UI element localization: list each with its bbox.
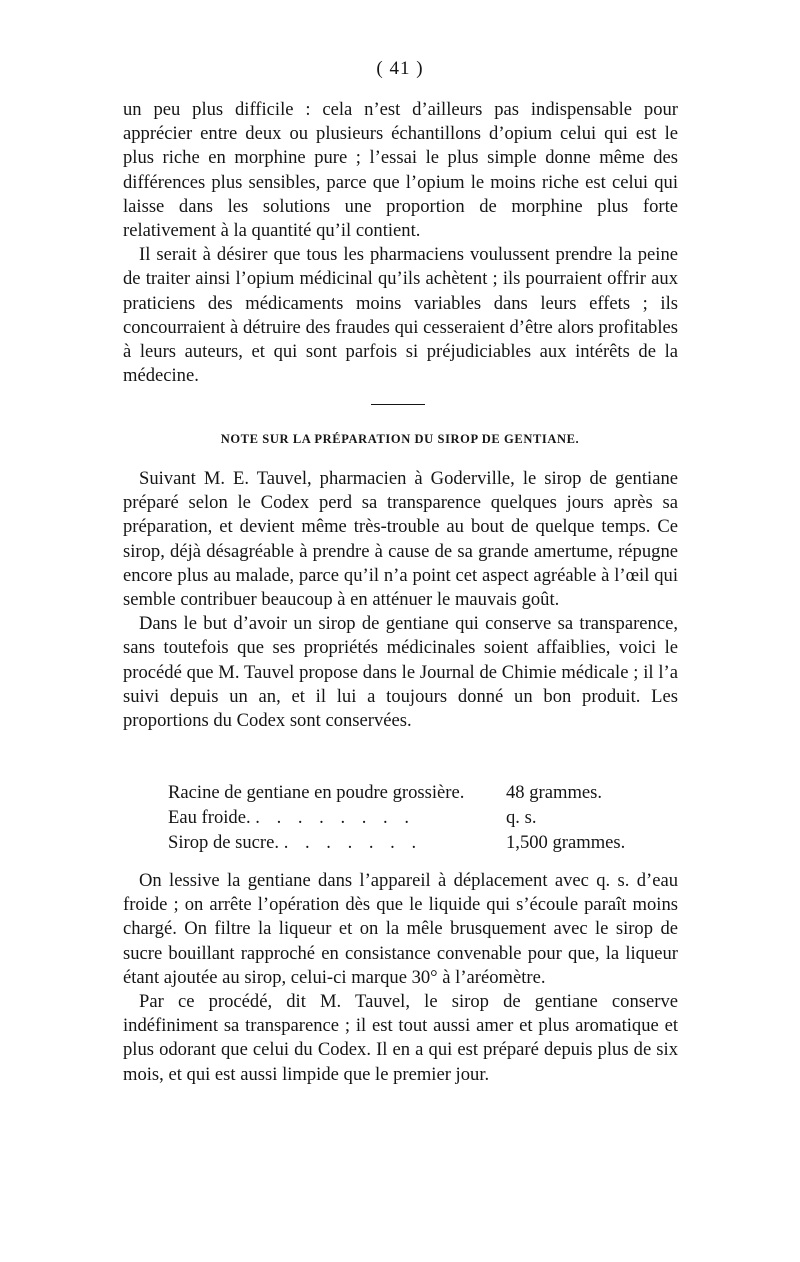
paragraph: Dans le but d’avoir un sirop de gentiane qui conserve sa transparence, sans toutefois que ses propriétés médicinales soient affaiblies, voici le procédé que M. Tauvel propose dans le Journal de Chimie médicale ; il l’a suivi depuis un an, et il lui a toujours donné un bon produit. Les proportions du Codex sont conservées. (123, 613, 678, 732)
paragraph: un peu plus difficile : cela n’est d’ailleurs pas indispensable pour apprécier entre deux ou plusieurs échantillons d’opium celui qui est le plus riche en morphine pure ; l’essai le plus simple donne même des différences plus sensibles, parce que l’opium le moins riche est celui qui laisse dans les solutions une proportion de morphine plus forte relativement à la quantité qu’il contient. (123, 99, 678, 242)
note-intro (123, 467, 678, 733)
leader-dots: . . . . . . . . (255, 807, 415, 828)
ingredient-quantity: q. s. (506, 807, 537, 828)
ingredient-quantity: 48 grammes. (506, 782, 603, 803)
ingredient-name: Racine de gentiane en poudre grossière. (168, 782, 465, 803)
recipe-table (168, 780, 638, 855)
recipe-row (168, 830, 638, 855)
ingredient-name: Eau froide. . . . . . . . . (168, 807, 415, 828)
recipe-row (168, 805, 638, 830)
paragraph: Par ce procédé, dit M. Tauvel, le sirop de gentiane conserve indéfiniment sa transparence ; il est tout aussi amer et plus aromatique et plus odorant que celui du Codex. Il en a qui est préparé depuis plus de six mois, et qui est aussi limpide que le premier jour. (123, 991, 678, 1085)
ingredient-name: Sirop de sucre. . . . . . . . (168, 832, 423, 853)
section-divider (371, 404, 425, 405)
recipe-row (168, 780, 638, 805)
leader-dots: . . . . . . . (283, 832, 423, 853)
note-title: NOTE SUR LA PRÉPARATION DU SIROP DE GENTIANE. (220, 432, 580, 446)
opium-section (123, 98, 678, 388)
page-number: ( 41 ) (376, 58, 424, 79)
paragraph: Suivant M. E. Tauvel, pharmacien à Goderville, le sirop de gentiane préparé selon le Codex perd sa transparence quelques jours après sa préparation, et devient même très-trouble au bout de quelque temps. Ce sirop, déjà désagréable à prendre à cause de sa grande amertume, répugne encore plus au malade, parce qu’il n’a point cet aspect agréable à l’œil qui semble contribuer beaucoup à en atténuer le mauvais goût. (123, 468, 678, 611)
note-method (123, 869, 678, 1087)
paragraph: On lessive la gentiane dans l’appareil à déplacement avec q. s. d’eau froide ; on arrête l’opération dès que le liquide qui s’écoule paraît moins chargé. On filtre la liqueur et on la mêle brusquement avec le sirop de sucre bouillant rapproché en consistance convenable pour que, la liqueur étant ajoutée au sirop, celui-ci marque 30° à l’aréomètre. (123, 870, 678, 988)
ingredient-quantity: 1,500 grammes. (506, 832, 626, 853)
paragraph: Il serait à désirer que tous les pharmaciens voulussent prendre la peine de traiter ainsi l’opium médicinal qu’ils achètent ; ils pourraient offrir aux praticiens des médicaments moins variables dans leurs effets ; ils concourraient à détruire des fraudes qui cesseraient d’être alors profitables à leurs auteurs, et qui sont parfois si préjudiciables aux intérêts de la médecine. (123, 244, 678, 387)
